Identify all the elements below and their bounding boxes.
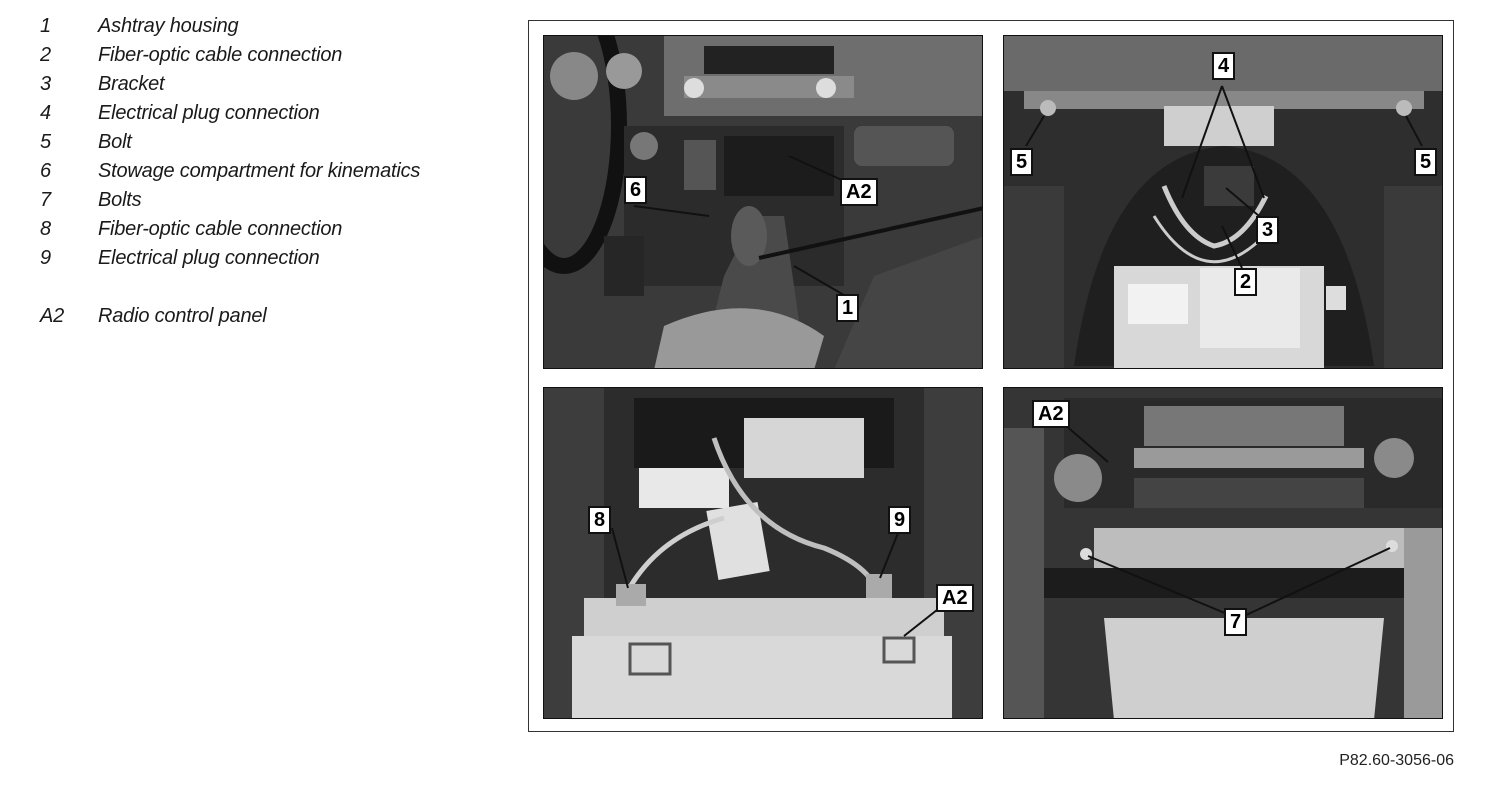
- callout-7: 7: [1224, 608, 1247, 636]
- legend-text: Fiber-optic cable connection: [98, 44, 343, 66]
- legend-item: [40, 12, 420, 41]
- callout-6: 6: [624, 176, 647, 204]
- legend-item: [40, 99, 420, 128]
- photo-console-interior: [1003, 35, 1443, 369]
- legend-key: 1: [40, 15, 51, 37]
- callout-a2: A2: [1032, 400, 1070, 428]
- legend-key: 3: [40, 73, 51, 95]
- legend-key: 5: [40, 131, 51, 153]
- photo-radio-connectors-image: [544, 388, 983, 719]
- legend-item: [40, 186, 420, 215]
- legend-item: [40, 157, 420, 186]
- legend-text: Ashtray housing: [98, 15, 239, 37]
- legend-item: [40, 41, 420, 70]
- legend-text: Electrical plug connection: [98, 247, 320, 269]
- legend-text: Radio control panel: [98, 305, 267, 327]
- legend-key: 6: [40, 160, 51, 182]
- legend-text: Bolt: [98, 131, 132, 153]
- legend-key: 2: [40, 44, 51, 66]
- figure-frame: [528, 20, 1454, 732]
- legend-item: [40, 302, 420, 331]
- legend-key: 4: [40, 102, 51, 124]
- callout-4: 4: [1212, 52, 1235, 80]
- legend-item: [40, 70, 420, 99]
- callout-a2: A2: [936, 584, 974, 612]
- callout-5-left: 5: [1010, 148, 1033, 176]
- photo-center-console-image: [544, 36, 983, 369]
- legend-text: Electrical plug connection: [98, 102, 320, 124]
- legend-item: [40, 244, 420, 273]
- legend-text: Fiber-optic cable connection: [98, 218, 343, 240]
- legend-text: Stowage compartment for kinematics: [98, 160, 421, 182]
- photo-radio-connectors: [543, 387, 983, 719]
- legend-text: Bolts: [98, 189, 142, 211]
- callout-a2: A2: [840, 178, 878, 206]
- legend: [40, 12, 420, 331]
- photo-center-console: [543, 35, 983, 369]
- callout-3: 3: [1256, 216, 1279, 244]
- callout-9: 9: [888, 506, 911, 534]
- photo-console-interior-image: [1004, 36, 1443, 369]
- callout-5-right: 5: [1414, 148, 1437, 176]
- callout-1: 1: [836, 294, 859, 322]
- legend-key: 8: [40, 218, 51, 240]
- legend-key: 7: [40, 189, 51, 211]
- photo-control-panel-bolts-image: [1004, 388, 1443, 719]
- callout-8: 8: [588, 506, 611, 534]
- legend-key: 9: [40, 247, 51, 269]
- legend-spacer: [40, 273, 420, 302]
- legend-key: A2: [40, 305, 65, 327]
- callout-2: 2: [1234, 268, 1257, 296]
- legend-text: Bracket: [98, 73, 165, 95]
- figure-code: P82.60-3056-06: [1339, 752, 1454, 769]
- photo-control-panel-bolts: [1003, 387, 1443, 719]
- legend-item: [40, 215, 420, 244]
- legend-item: [40, 128, 420, 157]
